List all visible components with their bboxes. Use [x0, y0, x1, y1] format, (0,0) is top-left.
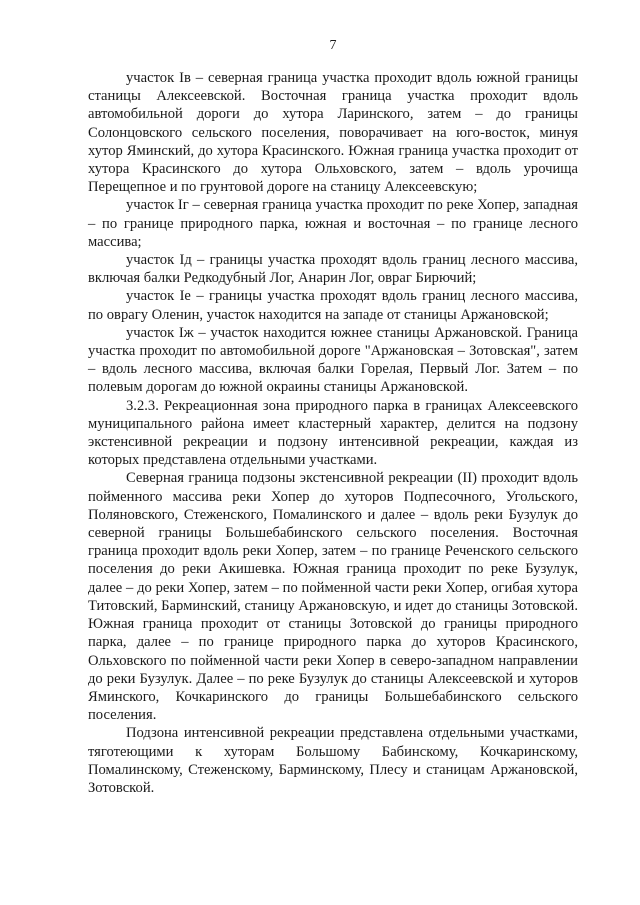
paragraph-section-ie: участок Iе – границы участка проходят вдоль границ лесного массива, по оврагу Оленин, участок находится на западе от станицы Аржановской; — [88, 288, 578, 323]
paragraph-section-ig: участок Iг – северная граница участка проходит по реке Хопер, западная – по границе природного парка, южная и восточная – по границе лесного массива; — [88, 197, 578, 250]
paragraph-section-iv: участок Iв – северная граница участка проходит вдоль южной границы станицы Алексеевской. Восточная граница участка проходит вдоль автомобильной дороги до хутора Ларинского, затем – до границы Солонцовского сельского поселения, поворачивает на юго-восток, минуя хутор Яминский, до хутора Красинского. Южная граница участка проходит от хутора Красинского до хутора Ольховского, затем – вдоль урочища Перещепное и по грунтовой дороге на станицу Алексеевскую; — [88, 70, 578, 196]
paragraph-3-2-3: 3.2.3. Рекреационная зона природного парка в границах Алексеевского муниципального района имеет кластерный характер, делится на подзону экстенсивной рекреации и подзону интенсивной рекреации, каждая из которых представлена отдельными участками. — [88, 397, 578, 469]
paragraph-intensive-recreation: Подзона интенсивной рекреации представлена отдельными участками, тяготеющими к хуторам Большому Бабинскому, Кочкаринскому, Помалинскому, Стеженскому, Барминскому, Плесу и станицам Аржановской, Зотовской. — [88, 725, 578, 796]
paragraph-extensive-recreation: Северная граница подзоны экстенсивной рекреации (II) проходит вдоль пойменного массива реки Хопер до хуторов Подпесочного, Угольского, Поляновского, Стеженского, Помалинского и далее – вдоль реки Бузулук до северной границы Большебабинского сельского поселения. Восточная граница проходит вдоль реки Хопер, затем – по границе Реченского сельского поселения до реки Акишевка. Южная граница проходит по реке Бузулук, далее – до реки Хопер, затем – по пойменной части реки Хопер, огибая хутора Титовский, Барминский, станицу Аржановскую, и идет до станицы Зотовской. Южная граница проходит от станицы Зотовской до границы природного парка, далее – по границе природного парка до хуторов Красинского, Ольховского по пойменной части реки Хопер в северо-западном направлении до реки Бузулук. Далее – по реке Бузулук до станицы Алексеевской и хуторов Яминского, Кочкаринского до границы Большебабинского сельского поселения. — [88, 470, 578, 724]
page-number: 7 — [329, 38, 337, 53]
document-page — [88, 0, 578, 905]
document-body — [88, 69, 578, 797]
paragraph-section-id: участок Iд – границы участка проходят вдоль границ лесного массива, включая балки Редкодубный Лог, Анарин Лог, овраг Бирючий; — [88, 252, 578, 287]
paragraph-section-izh: участок Iж – участок находится южнее станицы Аржановской. Граница участка проходит по автомобильной дороге "Аржановская – Зотовская", затем – вдоль лесного массива, включая балки Горелая, Первый Лог. Затем – по полевым дорогам до южной окраины станицы Аржановской. — [88, 324, 578, 396]
